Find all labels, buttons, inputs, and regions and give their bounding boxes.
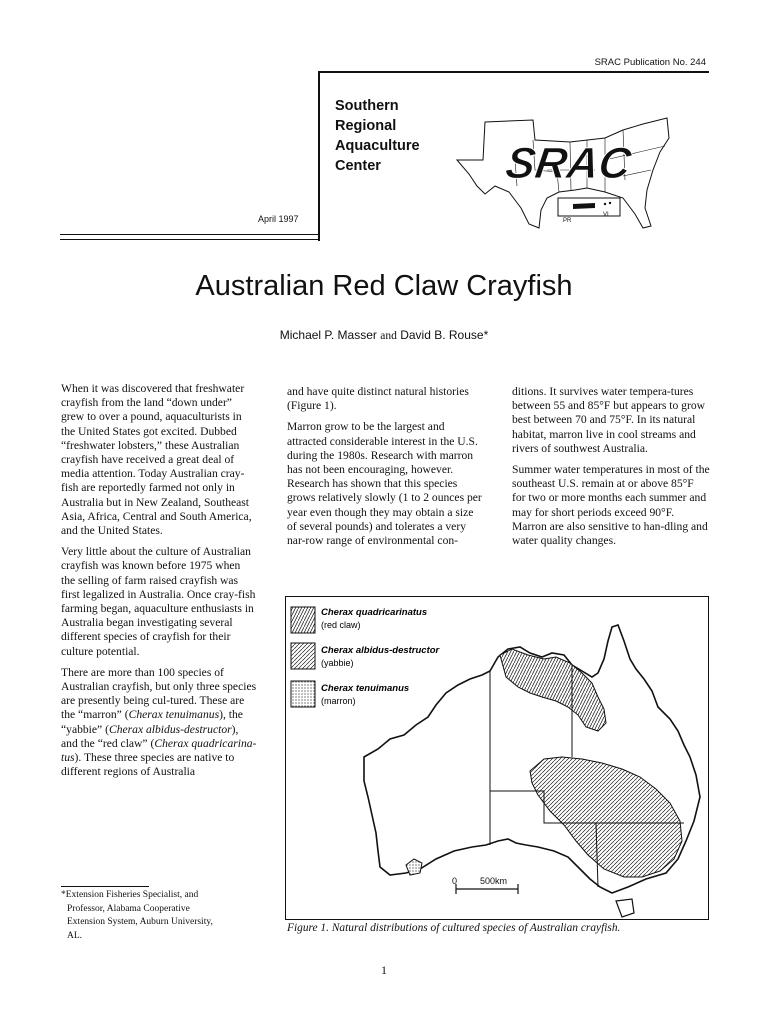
- author-2: David B. Rouse*: [400, 328, 489, 342]
- text-run: ), the “yabbie” (: [61, 708, 243, 736]
- scale-zero: 0: [452, 876, 458, 886]
- legend-swatch-red-claw: [291, 607, 315, 633]
- paragraph: ditions. It survives water tempera-tures between 55 and 85°F but appears to grow best between 70 and 75°F. In its natural habitat, marron live in cool streams and rivers of southwest Australia.: [512, 385, 705, 455]
- figure-caption: Figure 1. Natural distributions of cultured species of Australian crayfish.: [287, 922, 621, 934]
- text-column-2: [287, 385, 485, 555]
- footnote-rule: [61, 886, 149, 887]
- text-column-3: [512, 385, 710, 555]
- map-label-vi: VI: [603, 212, 609, 218]
- virgin-islands-shape: [604, 203, 606, 205]
- virgin-islands-shape: [609, 202, 611, 204]
- tasmania: [616, 899, 634, 917]
- australia-distribution-map: [286, 597, 708, 919]
- legend-common-red-claw: (red claw): [321, 620, 361, 630]
- legend-swatch-yabbie: [291, 643, 315, 669]
- footnote-line: Professor, Alabama Cooperative: [67, 903, 190, 914]
- header-rule-bottom: [60, 234, 318, 235]
- text-column-1: [61, 382, 257, 786]
- publication-date: April 1997: [258, 214, 299, 224]
- footnote-line: AL.: [67, 930, 83, 941]
- species-name: Cherax quadricarina-tus: [61, 736, 257, 765]
- center-name-line: Aquaculture: [335, 138, 420, 154]
- header-rule-bottom-2: [60, 239, 318, 240]
- paragraph: and have quite distinct natural histories (Figure 1).: [287, 385, 469, 413]
- paragraph: Marron grow to be the largest and attracted considerable interest in the U.S. during the 1980s. Research with marron has not been encouraging, however. Research has shown that this species grows relatively slowly (1 to 2 ounces per year even though they may obtain a size of several pounds) and tolerates a very nar-row range of environmental con-: [287, 420, 482, 548]
- paragraph: When it was discovered that freshwater crayfish from the land “down under” grew to over a pound, aquaculturists in the United States got excited. Dubbed “freshwater lobsters,” these Australian crayfish have received a great deal of media attention. Today Australian cray-fish are reportedly farmed not only in Australia but in New Zealand, Southeast Asia, Africa, Central and South America, and the United States.: [61, 382, 252, 538]
- page-title: Australian Red Claw Crayfish: [195, 270, 573, 302]
- map-label-pr: PR: [563, 218, 572, 224]
- figure-1-frame: [285, 596, 709, 920]
- footnote-line: Extension System, Auburn University,: [67, 917, 213, 927]
- authors-connector: and: [380, 330, 397, 342]
- paragraph: Very little about the culture of Australian crayfish was known before 1975 when the selling of farm raised crayfish was first legalized in Australia. Once cray-fish farming began, aquaculture enthusiasts in Australia began investigating several different species of crayfish for their culture potential.: [61, 545, 256, 658]
- footnote-line: *Extension Fisheries Specialist, and: [61, 890, 199, 900]
- species-name: Cherax albidus-destructor: [108, 722, 232, 736]
- legend-common-yabbie: (yabbie): [321, 658, 354, 668]
- header-rule-vertical: [318, 71, 320, 241]
- legend-swatch-marron: [291, 681, 315, 707]
- srac-region-map-logo: [455, 100, 685, 232]
- paragraph: Summer water temperatures in most of the southeast U.S. remain at or above 85°F for two or more months each summer and may for short periods exceed 90°F. Marron are also sensitive to han-dling and water quality changes.: [512, 463, 710, 548]
- footnote: [61, 889, 257, 943]
- center-name-line: Regional: [335, 118, 397, 134]
- species-name: Cherax tenuimanus: [128, 708, 220, 722]
- author-1: Michael P. Masser: [279, 328, 377, 342]
- publication-number: SRAC Publication No. 244: [594, 57, 706, 68]
- puerto-rico-shape: [573, 203, 595, 209]
- center-name-line: Southern: [335, 98, 399, 114]
- text-run: ). These three species are native to different regions of Australia: [61, 751, 235, 779]
- text-run: ), and the “red claw” (: [61, 722, 239, 750]
- legend-species-yabbie: Cherax albidus-destructor: [321, 645, 440, 656]
- authors: [0, 328, 768, 342]
- legend-species-red-claw: Cherax quadricarinatus: [321, 607, 428, 618]
- page-number: 1: [381, 963, 387, 977]
- srac-logo-text: SRAC: [502, 139, 635, 188]
- text-run: There are more than 100 species of Australian crayfish, but only three species are presently being cul-tured. These are the “marron” (: [61, 665, 257, 722]
- center-name-line: Center: [335, 158, 381, 174]
- header-rule-top: [318, 71, 709, 73]
- scale-label: 500km: [480, 876, 508, 886]
- legend-species-marron: Cherax tenuimanus: [321, 683, 410, 694]
- legend-common-marron: (marron): [321, 696, 356, 706]
- center-name: [335, 96, 420, 176]
- paragraph: [61, 666, 257, 780]
